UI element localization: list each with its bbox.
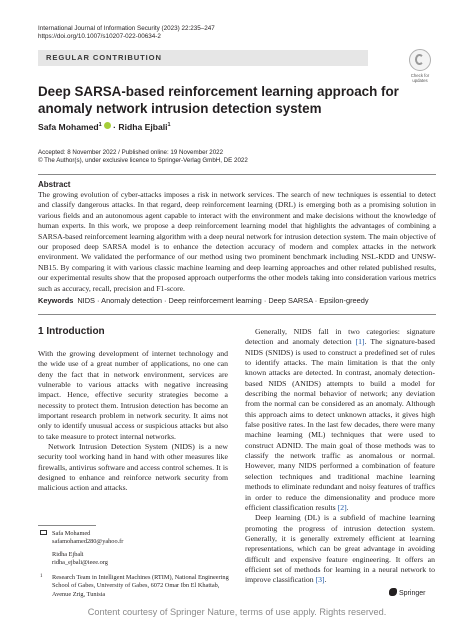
paper-title: Deep SARSA-based reinforcement learning approach for anomaly network intrusion detection system	[38, 84, 399, 116]
section-banner	[38, 50, 368, 66]
copyright-line: © The Author(s), under exclusive licence to Springer-Verlag GmbH, DE 2022	[38, 157, 248, 165]
springer-horse-icon	[389, 588, 397, 596]
citation-link[interactable]: [1]	[355, 337, 365, 347]
check-for-updates-badge[interactable]	[404, 49, 436, 83]
keywords-label: Keywords	[38, 296, 74, 305]
keywords-list: NIDS · Anomaly detection · Deep reinforcement learning · Deep SARSA · Epsilon-greedy	[77, 296, 369, 305]
publication-dates	[38, 149, 248, 166]
paragraph	[245, 327, 435, 513]
author-list	[38, 122, 171, 132]
paragraph: Network Intrusion Detection System (NIDS) is a new security tool working hand in hand with other measures like firewalls, antivirus software and access control schemes. It is designed to enhance and reinforce network security from malicious action and attacks.	[38, 442, 228, 493]
affiliation-text: Research Team in Intelligent Machines (RTIM), National Engineering School of Gabes, University of Gabes, 6072 Omar Ibn El Khattab, Avenue Zrig, Tunisia	[52, 574, 229, 598]
paragraph-text: Generally, NIDS fall in two categories: signature detection and anomaly detection	[245, 327, 435, 347]
check-for-updates-label: Check for	[410, 73, 430, 78]
author-name[interactable]: Safa Mohamed	[38, 122, 99, 132]
abstract-text: The growing evolution of cyber-attacks imposes a risk in network services. The search of new techniques is essential to detect and classify dangerous attacks. In that regard, deep reinforcement learning (DRL) is emerging both as a promising solution in various fields and an autonomous agent capable to interact with the environment and make decisions without the knowledge of human experts. In this work, we propose a deep reinforcement learning model that highlights the advantages of combining a SARSA-based reinforcement learning algorithm with a deep neural network for intrusion detection system. The main objective of our proposed deep SARSA model is to enhance the detection accuracy of modern and complex attacks in the network environment. We validated the performance of our method using two prominent benchmark including NSL-KDD and UNSW-NB15. By comparing it with various classic machine learning and deep learning approaches and other related published results, our experimental results show that the proposed approach outperforms the other models taking into consideration various metrics such as accuracy, recall, precision and F1-score.	[38, 190, 436, 293]
envelope-icon	[40, 530, 47, 535]
author-affiliation-mark: 1	[98, 122, 102, 129]
contact-footnote	[52, 530, 123, 568]
contact-email[interactable]: safamohamed280@yahoo.fr	[52, 538, 124, 546]
dates-line: Accepted: 8 November 2022 / Published online: 19 November 2022	[38, 149, 224, 156]
author-name[interactable]: Ridha Ejbali	[118, 122, 168, 132]
citation-link[interactable]: [3]	[315, 575, 325, 585]
affiliation-number: 1	[40, 574, 43, 579]
section-banner-label: REGULAR CONTRIBUTION	[46, 53, 162, 62]
orcid-icon[interactable]	[104, 122, 111, 129]
courtesy-notice: Content courtesy of Springer Nature, terms of use apply. Rights reserved.	[87, 607, 387, 617]
footnote-divider	[38, 525, 96, 526]
contact-name: Ridha Ejbali	[52, 550, 84, 558]
journal-line: International Journal of Information Security (2023) 22:235–247	[38, 25, 215, 32]
contact-name: Safa Mohamed	[52, 530, 91, 537]
abstract-heading: Abstract	[38, 180, 71, 189]
publisher-name: Springer	[399, 590, 426, 597]
paragraph-text: .	[346, 502, 349, 512]
keywords	[38, 296, 438, 306]
check-for-updates-label-2: updates	[412, 78, 428, 83]
journal-citation	[38, 25, 215, 41]
publisher-logo	[389, 588, 425, 597]
doi-link[interactable]: https://doi.org/10.1007/s10207-022-00634-2	[38, 33, 161, 41]
right-column	[245, 327, 435, 586]
divider	[38, 174, 436, 175]
paragraph-text: . The signature-based NIDS (SNIDS) is used to construct a predefined set of rules to identify attacks. The main limitation is that the only known attacks are detected. In contrast, anomaly detection-based NIDS (ANIDS) attempts to build a model for describing the normal behavior of network; any deviation from the normal can be considered as an anomaly. Although this approach aims to detect unknown attacks, it gives high false positive rates. In the last few decades, there were many machine learning (ML) techniques that were used to construct ADNID. The main goal of those methods was to classify the network traffic as anomalous or normal. However, many NIDS performed a combination of feature selection techniques and traditional machine learning methods to eliminate redundant and noisy features of traffics in order to reduce the dimensionality and produce more efficient classification results	[245, 337, 436, 512]
left-column	[38, 349, 228, 494]
paragraph-text: .	[324, 575, 327, 585]
contact-email[interactable]: ridha_ejbali@ieee.org	[52, 559, 108, 567]
section-heading: 1 Introduction	[38, 326, 105, 337]
citation-link[interactable]: [2]	[337, 502, 347, 512]
author-affiliation-mark: 1	[167, 122, 171, 129]
check-for-updates-icon	[409, 49, 431, 71]
corresponding-author-marker	[40, 530, 47, 538]
paragraph	[245, 513, 435, 585]
paragraph-text: Deep learning (DL) is a subfield of machine learning promoting the progress of intrusion detection system. Generally, it is generally extremely efficient at learning representations, which can be great advantage in avoiding difficult and expensive feature engineering. It offers an efficient set of methods for learning in a neural network to improve classification	[245, 513, 435, 585]
paragraph: With the growing development of internet technology and the wide use of a great number of applications, no one can deny the fact that in network environment, services are vulnerable to various attacks with negative increasing impact. Hence, effective security strategies become a necessity to protect them. Intrusion detection has become an important research problem in network security. It aims not only to identify unusual access or suspicious attacks but also to take measure to protect internal networks.	[38, 349, 228, 441]
divider	[38, 314, 436, 315]
author-separator: ·	[110, 122, 119, 132]
